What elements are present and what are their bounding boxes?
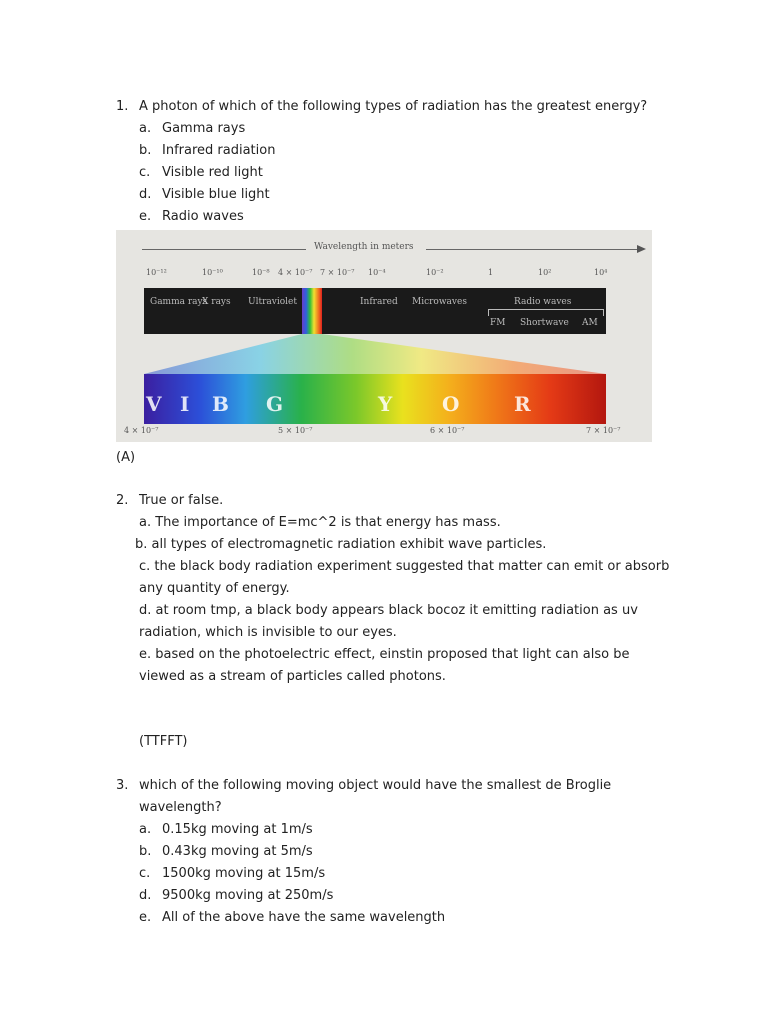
- band-label: Radio waves: [514, 297, 572, 307]
- band-label: Microwaves: [412, 297, 467, 307]
- tick-label: 4 × 10⁻⁷: [278, 268, 313, 277]
- color-letter: I: [180, 392, 190, 416]
- q1-option-text: Infrared radiation: [162, 143, 276, 158]
- bottom-tick-label: 6 × 10⁻⁷: [430, 426, 465, 435]
- q1-number: 1.: [116, 99, 129, 114]
- figure-title: Wavelength in meters: [314, 242, 414, 252]
- em-spectrum-figure: [116, 230, 652, 442]
- color-letter: O: [442, 392, 460, 416]
- band-label: Infrared: [360, 297, 398, 307]
- q1-option-text: Visible blue light: [162, 187, 270, 202]
- bottom-tick-label: 7 × 10⁻⁷: [586, 426, 621, 435]
- q1-option-text: Gamma rays: [162, 121, 246, 136]
- tick-label: 1: [488, 268, 494, 277]
- q1-option-letter: c.: [139, 165, 151, 180]
- tick-label: 10⁻⁴: [368, 268, 386, 277]
- q1-option-letter: e.: [139, 209, 152, 224]
- q3-option-text: 1500kg moving at 15m/s: [162, 866, 326, 881]
- q1-option-letter: d.: [139, 187, 152, 202]
- color-letter: Y: [378, 392, 393, 416]
- q2-line: e. based on the photoelectric effect, einstin proposed that light can also be: [139, 647, 630, 662]
- q1-option-letter: a.: [139, 121, 152, 136]
- q2-line: a. The importance of E=mc^2 is that energy has mass.: [139, 515, 501, 530]
- q1-option-letter: b.: [139, 143, 152, 158]
- color-letter: V: [146, 392, 162, 416]
- color-letter: G: [266, 392, 284, 416]
- q1-option-text: Radio waves: [162, 209, 244, 224]
- tick-label: 10⁻²: [426, 268, 444, 277]
- q3-option-text: 0.43kg moving at 5m/s: [162, 844, 313, 859]
- radio-sub-label: Shortwave: [520, 318, 569, 328]
- q2-line: c. the black body radiation experiment suggested that matter can emit or absorb: [139, 559, 670, 574]
- q2-line: any quantity of energy.: [139, 581, 290, 596]
- band-label: X rays: [202, 297, 231, 307]
- tick-label: 10⁻¹²: [146, 268, 167, 277]
- band-label: Gamma rays: [150, 297, 208, 307]
- q3-option-letter: d.: [139, 888, 152, 903]
- q3-text: which of the following moving object would have the smallest de Broglie: [139, 778, 612, 793]
- q2-text: True or false.: [139, 493, 224, 508]
- q3-option-letter: b.: [139, 844, 152, 859]
- radio-sub-label: FM: [490, 318, 506, 328]
- tick-label: 10⁻⁸: [252, 268, 270, 277]
- q1-text: A photon of which of the following types of radiation has the greatest energy?: [139, 99, 648, 114]
- q2-line: radiation, which is invisible to our eyes.: [139, 625, 397, 640]
- bottom-tick-label: 5 × 10⁻⁷: [278, 426, 313, 435]
- q3-option-letter: e.: [139, 910, 152, 925]
- q3-option-letter: a.: [139, 822, 152, 837]
- q3-text-continued: wavelength?: [139, 800, 222, 815]
- radio-sub-label: AM: [582, 318, 598, 328]
- tick-label: 7 × 10⁻⁷: [320, 268, 355, 277]
- tick-label: 10²: [538, 268, 552, 277]
- q1-option-text: Visible red light: [162, 165, 263, 180]
- tick-label: 10⁴: [594, 268, 608, 277]
- color-letter: B: [212, 392, 229, 416]
- q2-line: viewed as a stream of particles called photons.: [139, 669, 446, 684]
- q3-option-letter: c.: [139, 866, 151, 881]
- q3-option-text: All of the above have the same wavelength: [162, 910, 446, 925]
- q3-option-text: 9500kg moving at 250m/s: [162, 888, 334, 903]
- q3-number: 3.: [116, 778, 129, 793]
- q2-line: d. at room tmp, a black body appears black bocoz it emitting radiation as uv: [139, 603, 638, 618]
- color-letter: R: [514, 392, 531, 416]
- q2-answer: (TTFFT): [139, 734, 188, 749]
- bottom-tick-label: 4 × 10⁻⁷: [124, 426, 159, 435]
- q1-answer: (A): [116, 450, 136, 465]
- band-label: Ultraviolet: [248, 297, 297, 307]
- q3-option-text: 0.15kg moving at 1m/s: [162, 822, 313, 837]
- q2-line: b. all types of electromagnetic radiation exhibit wave particles.: [135, 537, 547, 552]
- q2-number: 2.: [116, 493, 129, 508]
- tick-label: 10⁻¹⁰: [202, 268, 223, 277]
